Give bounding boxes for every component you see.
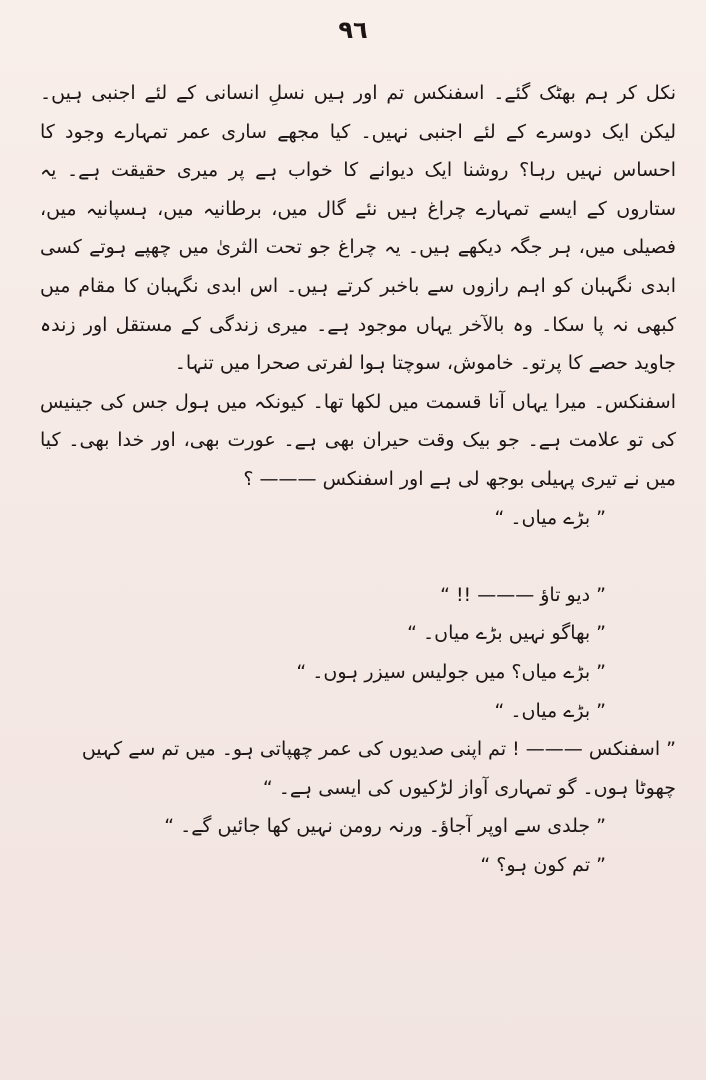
dialogue-line: ” بڑے میاں۔ “ (494, 506, 606, 529)
dialogue-line: ” دیو تاؤ ——— !! “ (440, 583, 606, 606)
dialogue-line: ” اسفنکس ——— ! تم اپنی صدیوں کی عمر چھپاتی ہو۔ میں تم سے کہیں چھوٹا ہوں۔ گو تمہاری آواز لڑکیوں کی ایسی ہے۔ “ (81, 738, 676, 799)
dialogue-line: ” تم کون ہو؟ “ (480, 853, 606, 876)
dialogue-line: ” بڑے میاں۔ “ (494, 699, 606, 722)
dialogue-line: ” جلدی سے اوپر آجاؤ۔ ورنہ رومن نہیں کھا جائیں گے۔ “ (164, 815, 606, 838)
page-number: ٩٦ (338, 16, 368, 44)
dialogue-line: ” بڑے میاں؟ میں جولیس سیزر ہوں۔ “ (296, 660, 606, 683)
paragraph-narration: نکل کر ہم بھٹک گئے۔ اسفنکس تم اور ہیں نسلِ انسانی کے لئے اجنبی ہیں۔ لیکن ایک دوسرے کے لئے اجنبی نہیں۔ کیا مجھے ساری عمر تمہارے وجود کا احساس نہیں رہا؟ روشنا ایک دیوانے کا خواب ہے پر میری حقیقت ہے۔ یہ ستاروں کے ایسے تمہارے چراغ ہیں نئے گال میں، برطانیہ میں، ہسپانیہ میں، فصیلی میں، ہر جگہ دیکھے ہیں۔ یہ چراغ جو تحت الثریٰ میں چھپے ہوتے کسی ابدی نگہبان کو اہم رازوں سے باخبر کرتے ہیں۔ اس ابدی نگہبان کا مقام میں کبھی نہ پا سکا۔ وہ بالآخر یہاں موجود ہے۔ میری زندگی کے مستقل اور زندہ جاوید حصے کا پرتو۔ خاموش، سوچتا ہوا لفرتی صحرا میں تنہا۔ (40, 82, 676, 375)
paragraph-sphinx-address: اسفنکس۔ میرا یہاں آنا قسمت میں لکھا تھا۔ کیونکہ میں ہول جس کی جینیس کی تو علامت ہے۔ جو بیک وقت حیران بھی ہے۔ عورت بھی، اور خدا بھی۔ کیا میں نے تیری پہیلی بوجھ لی ہے اور اسفنکس ——— ؟ (40, 390, 676, 490)
dialogue-line: ” بھاگو نہیں بڑے میاں۔ “ (407, 622, 606, 645)
page-body (40, 74, 676, 884)
line-gap (40, 537, 676, 576)
